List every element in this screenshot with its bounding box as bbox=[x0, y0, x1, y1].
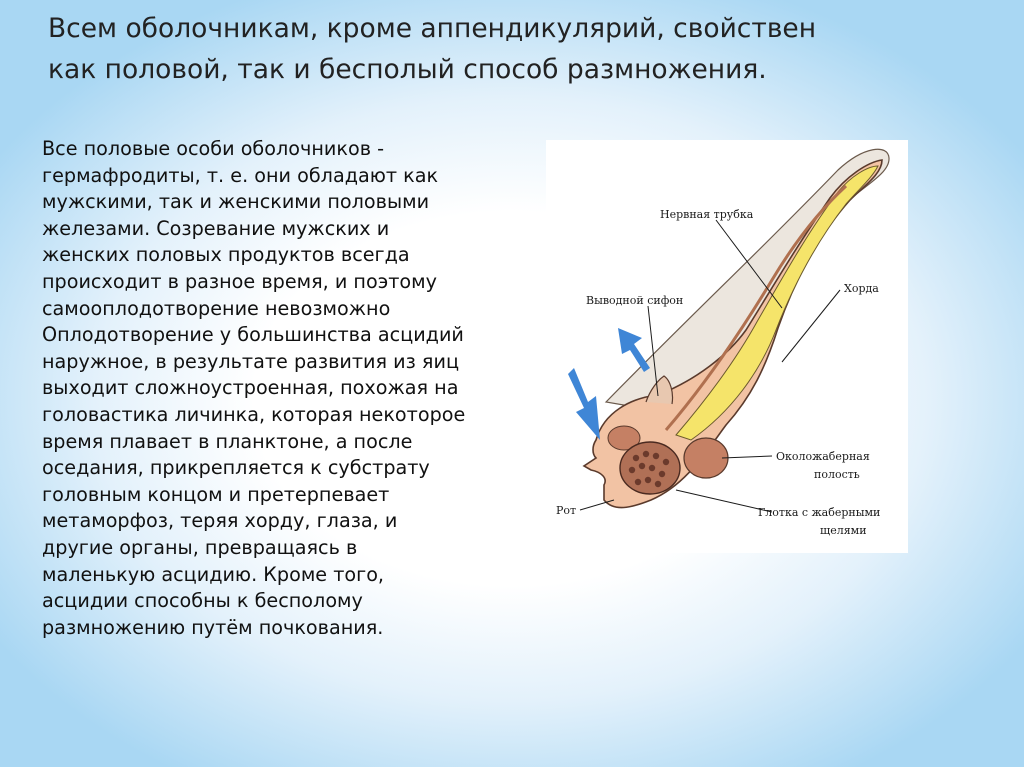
body-line: гермафродиты, т. е. они обладают как bbox=[42, 163, 439, 187]
label-chord: Хорда bbox=[844, 282, 879, 295]
label-atrial-cavity-2: полость bbox=[814, 468, 860, 481]
body-line: Все половые особи оболочников - bbox=[42, 137, 385, 160]
label-nerve-tube: Нервная трубка bbox=[660, 208, 754, 221]
body-line: оседания, прикрепляется к субстрату bbox=[42, 456, 430, 480]
title-line: Всем оболочникам, кроме аппендикулярий, свойствен bbox=[48, 13, 817, 44]
body-line: время плавает в планктоне, а после bbox=[42, 429, 413, 453]
label-pharynx-2: щелями bbox=[820, 524, 867, 537]
title-line: как половой, так и бесполый способ размножения. bbox=[48, 54, 767, 85]
label-atrial-cavity: Околожаберная bbox=[776, 450, 870, 463]
body-line: другие органы, превращаясь в bbox=[42, 535, 358, 559]
body-line: головастика личинка, которая некоторое bbox=[42, 402, 466, 426]
atrial-cavity bbox=[684, 438, 728, 478]
body-line: Оплодотворение у большинства асцидий bbox=[42, 323, 464, 347]
label-excurrent-siphon: Выводной сифон bbox=[586, 294, 684, 307]
larva-diagram bbox=[546, 140, 908, 553]
body-line: самооплодотворение невозможно bbox=[42, 296, 391, 320]
body-line: происходит в разное время, и поэтому bbox=[42, 269, 437, 293]
label-pharynx: Глотка с жаберными bbox=[758, 506, 881, 519]
body-line: размножению путём почкования. bbox=[42, 615, 384, 639]
excurrent-flow-arrow-icon bbox=[618, 328, 650, 372]
body-line: женских половых продуктов всегда bbox=[42, 243, 410, 267]
ascidian-larva-figure bbox=[546, 140, 908, 553]
body-line: мужскими, так и женскими половыми bbox=[42, 190, 430, 214]
slide-title bbox=[48, 8, 948, 90]
body-line: головным концом и претерпевает bbox=[42, 482, 390, 506]
body-line: выходит сложноустроенная, похожая на bbox=[42, 376, 459, 400]
body-line: наружное, в результате развития из яиц bbox=[42, 349, 460, 373]
label-mouth: Рот bbox=[556, 504, 577, 517]
body-text bbox=[42, 136, 537, 641]
body-line: железами. Созревание мужских и bbox=[42, 216, 390, 240]
body-line: маленькую асцидию. Кроме того, bbox=[42, 562, 385, 586]
incurrent-flow-arrow-icon bbox=[568, 368, 600, 440]
body-line: метаморфоз, теряя хорду, глаза, и bbox=[42, 509, 398, 533]
body-line: асцидии способны к бесполому bbox=[42, 589, 363, 613]
